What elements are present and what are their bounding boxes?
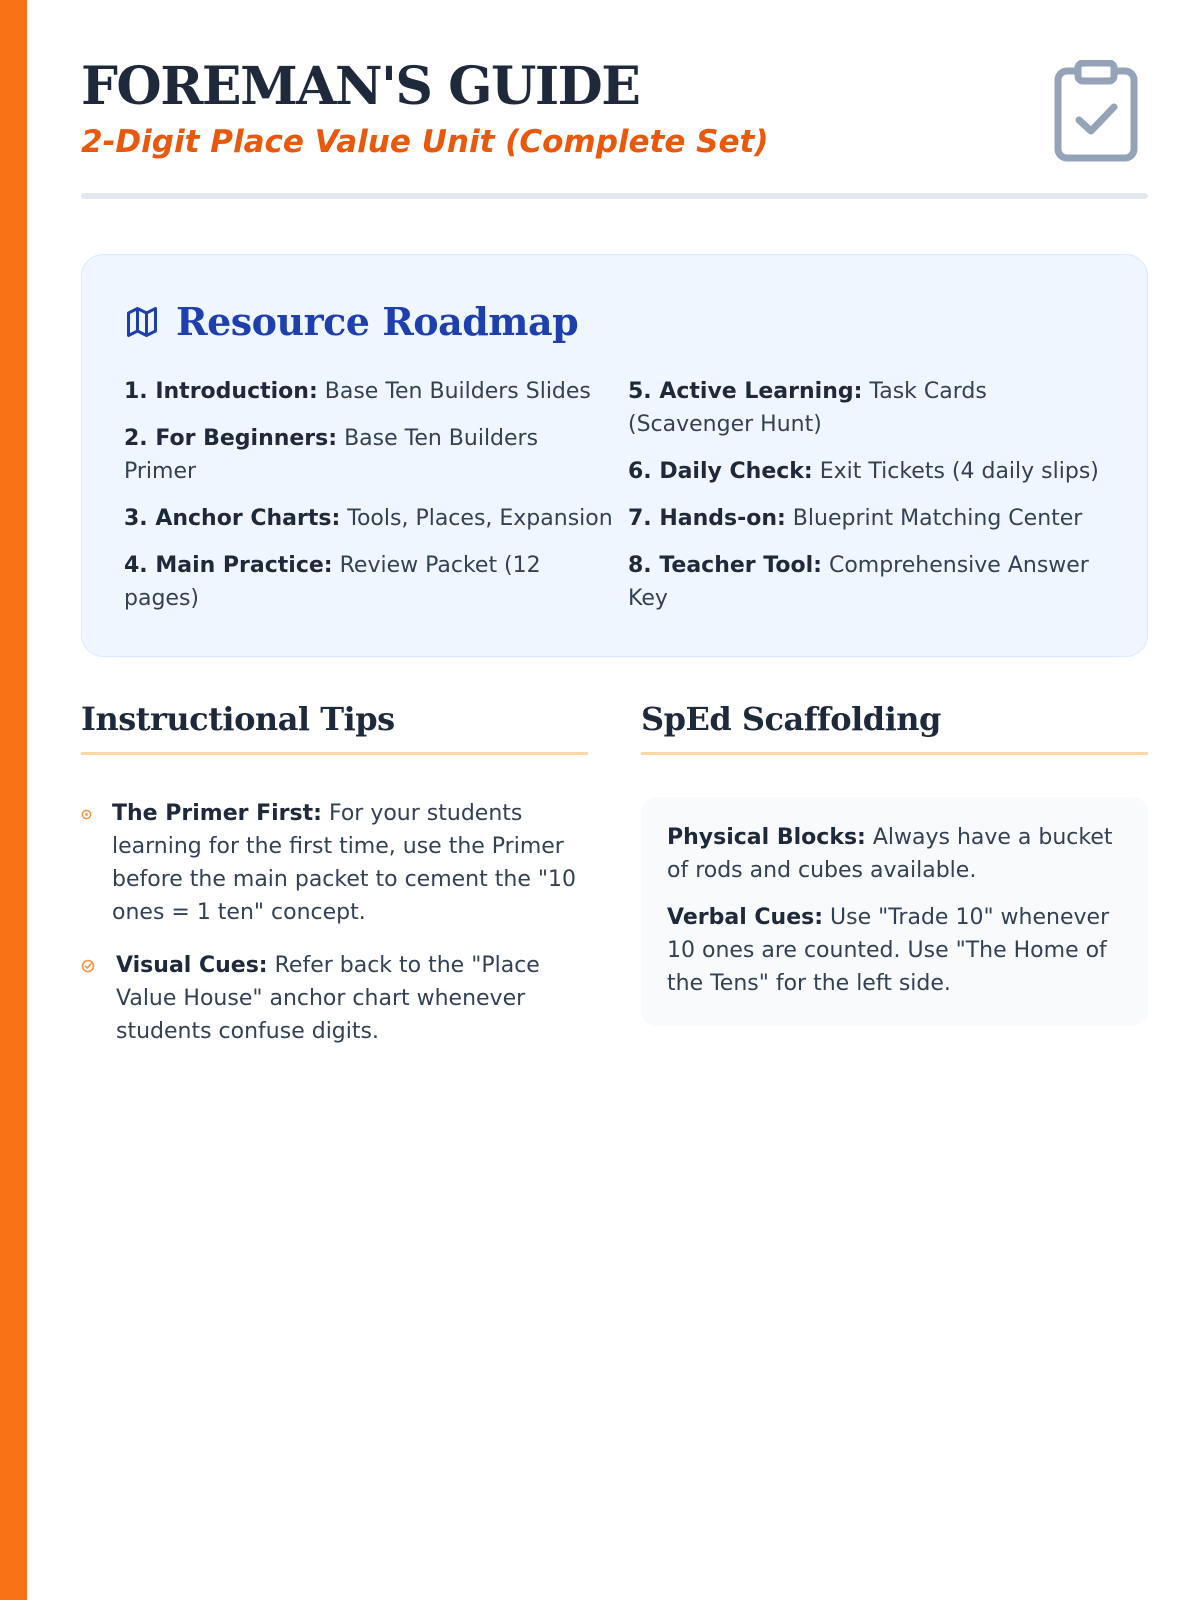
sped-box [641, 797, 1148, 1026]
roadmap-item: 8. Teacher Tool: Comprehensive Answer Key [628, 553, 1089, 611]
roadmap-item: 4. Main Practice: Review Packet (12 pages) [124, 553, 541, 611]
tips-list [81, 797, 588, 1048]
roadmap-item: 2. For Beginners: Base Ten Builders Primer [124, 426, 539, 484]
sped-item: Verbal Cues: Use "Trade 10" whenever 10 ones are counted. Use "The Home of the Tens" for the left side. [667, 905, 1110, 996]
roadmap-item: 3. Anchor Charts: Tools, Places, Expansion [124, 506, 613, 531]
roadmap-item: 6. Daily Check: Exit Tickets (4 daily slips) [628, 459, 1099, 484]
roadmap-column-right [628, 375, 1108, 629]
tip-item: Visual Cues: Refer back to the "Place Value House" anchor chart whenever students confuse digits. [81, 949, 588, 1048]
map-icon [124, 304, 160, 340]
page [81, 0, 1148, 1044]
accent-bar [0, 0, 27, 1600]
roadmap-item: 1. Introduction: Base Ten Builders Slides [124, 379, 591, 404]
resource-roadmap-card [81, 254, 1148, 657]
sped-scaffolding-section [641, 700, 1148, 1026]
header-divider [81, 193, 1148, 199]
tip-item: The Primer First: For your students learning for the first time, use the Primer before the main packet to cement the "10 ones = 1 ten" concept. [81, 797, 588, 929]
page-subtitle: 2-Digit Place Value Unit (Complete Set) [81, 124, 769, 160]
sped-scaffolding-title: SpEd Scaffolding [641, 700, 941, 738]
roadmap-column-left [124, 375, 614, 629]
roadmap-heading [124, 299, 578, 344]
page-title: FOREMAN'S GUIDE [81, 56, 640, 117]
header [81, 0, 1148, 200]
roadmap-item: 5. Active Learning: Task Cards (Scavenger Hunt) [628, 379, 987, 437]
check-circle-icon [81, 959, 95, 973]
section-divider [641, 752, 1148, 755]
roadmap-title: Resource Roadmap [176, 299, 579, 344]
sped-item: Physical Blocks: Always have a bucket of rods and cubes available. [667, 825, 1113, 883]
section-divider [81, 752, 588, 755]
instructional-tips-title: Instructional Tips [81, 700, 395, 738]
circle-bullet-icon [81, 809, 92, 820]
clipboard-check-icon [1054, 60, 1138, 162]
instructional-tips-section [81, 700, 588, 1068]
roadmap-item: 7. Hands-on: Blueprint Matching Center [628, 506, 1083, 531]
